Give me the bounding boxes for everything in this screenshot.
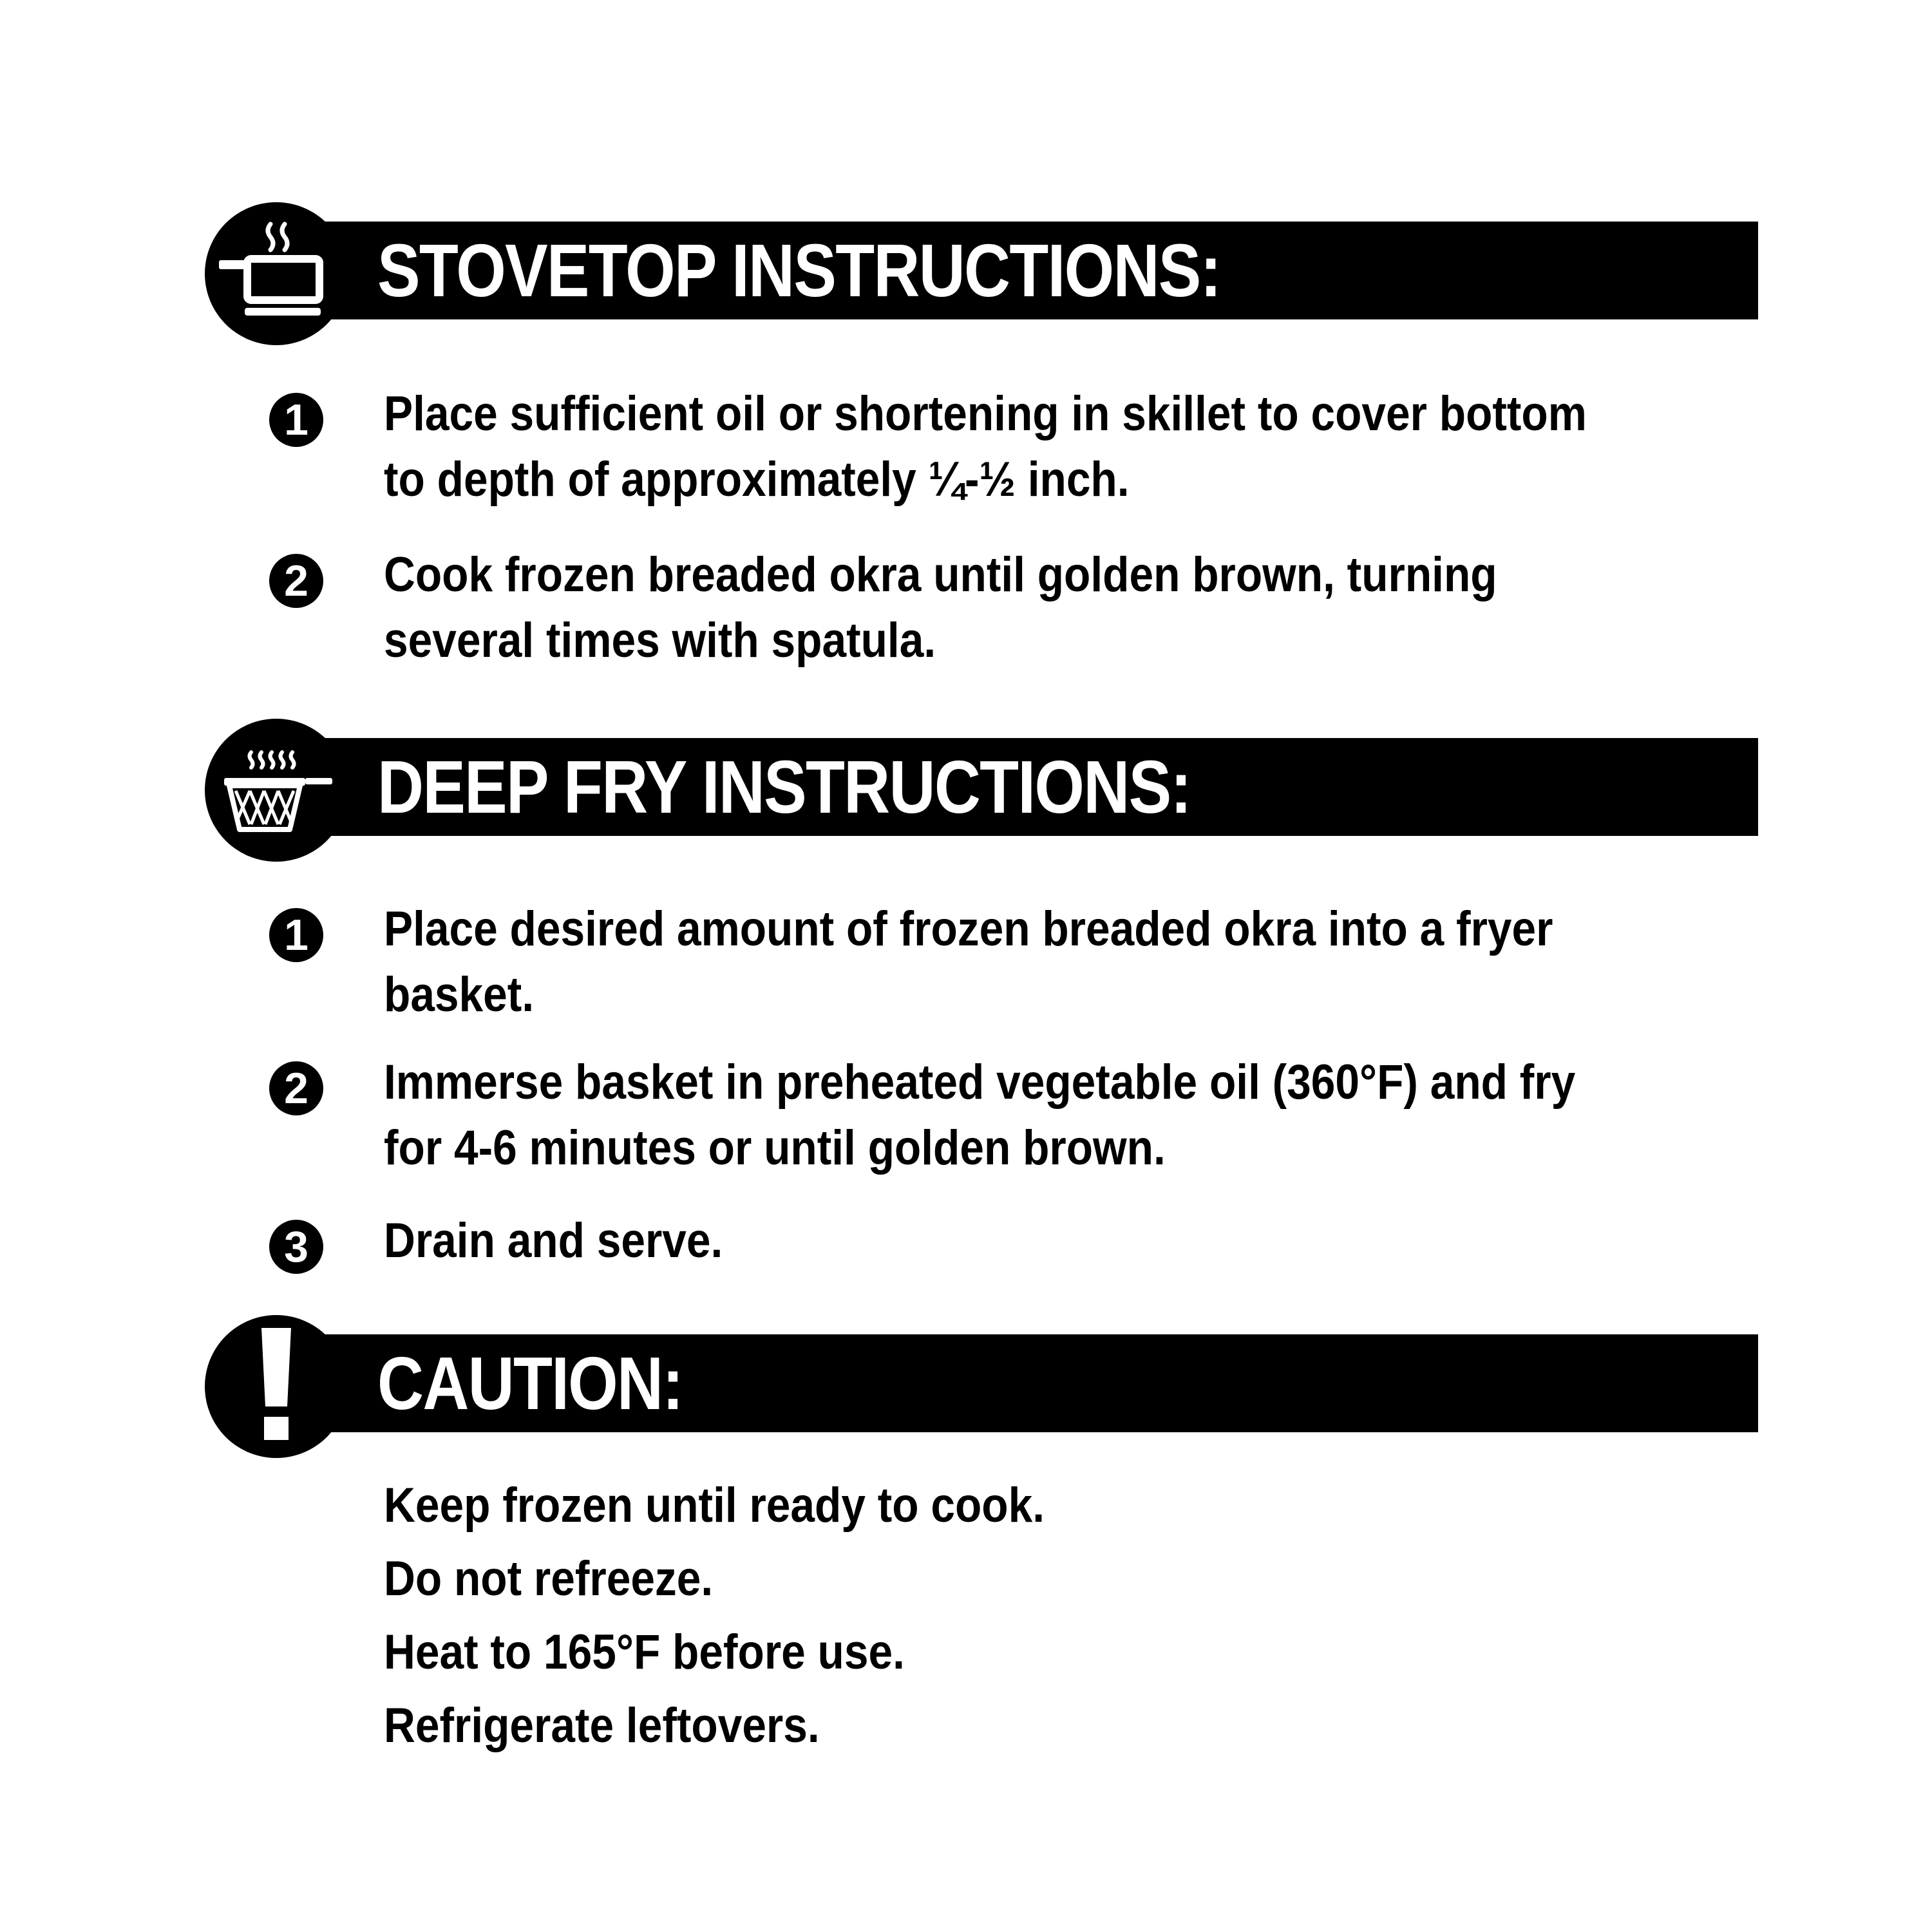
step-number-badge: 2 xyxy=(269,554,323,608)
step-number-badge: 2 xyxy=(269,1061,323,1115)
step-number-badge: 3 xyxy=(269,1220,323,1274)
step-text xyxy=(384,381,1788,513)
section-title: CAUTION: xyxy=(377,1341,683,1425)
caution-line: Heat to 165°F before use. xyxy=(384,1625,905,1680)
section-title: STOVETOP INSTRUCTIONS: xyxy=(377,229,1221,312)
step-line: basket. xyxy=(384,967,535,1022)
step-text xyxy=(384,1208,1788,1274)
step-line: to depth of approximately ¼-½ inch. xyxy=(384,452,1130,507)
fryer-basket-icon xyxy=(205,719,348,862)
caution-section-header xyxy=(205,1315,1758,1458)
caution-line: Refrigerate leftovers. xyxy=(384,1698,820,1753)
section-title: DEEP FRY INSTRUCTIONS: xyxy=(377,745,1191,829)
step-line: for 4-6 minutes or until golden brown. xyxy=(384,1121,1166,1175)
caution-line: Do not refreeze. xyxy=(384,1551,714,1606)
step-text xyxy=(384,542,1788,674)
caution-line: Keep frozen until ready to cook. xyxy=(384,1478,1045,1533)
step-text xyxy=(384,896,1788,1028)
step-line: Place sufficient oil or shortening in skillet to cover bottom xyxy=(384,386,1587,441)
step-line: several times with spatula. xyxy=(384,613,936,668)
stovetop-pot-icon xyxy=(205,202,348,345)
step-text xyxy=(384,1050,1788,1181)
step-line: Place desired amount of frozen breaded okra into a fryer xyxy=(384,902,1553,956)
deep-fry-section-header xyxy=(205,719,1758,862)
step-line: Immerse basket in preheated vegetable oil (360°F) and fry xyxy=(384,1055,1576,1110)
step-number-badge: 1 xyxy=(269,393,323,447)
step-number-badge: 1 xyxy=(269,908,323,962)
step-line: Cook frozen breaded okra until golden brown, turning xyxy=(384,547,1497,602)
exclamation-icon xyxy=(205,1315,348,1458)
stovetop-section-header xyxy=(205,202,1758,345)
step-line: Drain and serve. xyxy=(384,1213,723,1268)
